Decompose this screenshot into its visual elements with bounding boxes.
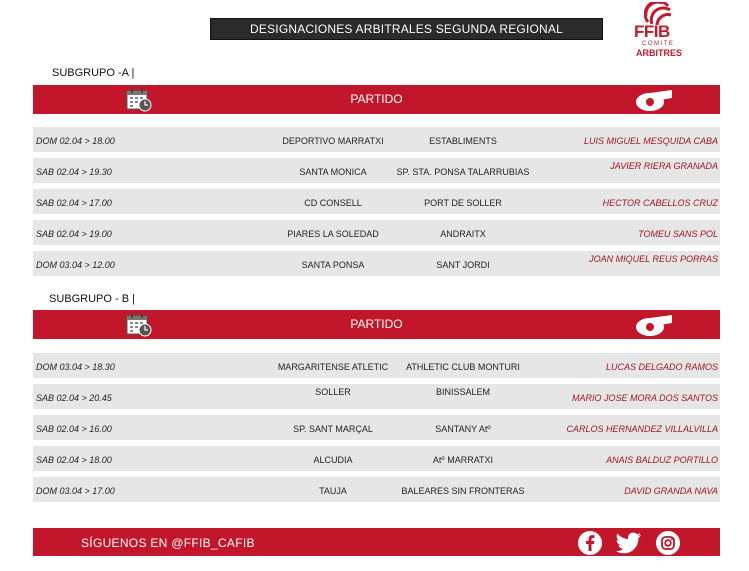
instagram-icon[interactable]	[655, 530, 681, 556]
twitter-icon[interactable]	[613, 530, 643, 556]
home-team: MARGARITENSE ATLETIC	[277, 362, 389, 372]
referee-name: JAVIER RIERA GRANADA	[610, 161, 718, 171]
match-date: DOM 02.04 > 18.00	[36, 136, 115, 146]
match-date: SAB 02.04 > 16.00	[36, 424, 112, 434]
away-team: BALEARES SIN FRONTERAS	[401, 486, 525, 496]
calendar-clock-icon	[125, 312, 153, 338]
table-row	[33, 158, 720, 183]
referee-name: MARIO JOSE MORA DOS SANTOS	[571, 393, 718, 403]
group-b-label: SUBGRUPO - B |	[49, 293, 135, 305]
group-a-label: SUBGRUPO -A |	[52, 67, 135, 79]
group-b-header	[33, 310, 720, 339]
follow-text: SÍGUENOS EN @FFIB_CAFIB	[81, 536, 255, 550]
table-row	[33, 446, 720, 471]
whistle-icon	[632, 313, 674, 337]
away-team: BINISSALEM	[435, 387, 491, 397]
match-date: SAB 02.04 > 17.00	[36, 198, 112, 208]
table-row	[33, 220, 720, 245]
home-team: CD CONSELL	[304, 198, 362, 208]
table-row	[33, 477, 720, 502]
match-date: SAB 02.04 > 18.00	[36, 455, 112, 465]
table-row	[33, 189, 720, 214]
match-date: DOM 03.04 > 18.30	[36, 362, 115, 372]
home-team: SANTA PONSA	[301, 260, 365, 270]
referee-name: LUCAS DELGADO RAMOS	[605, 362, 718, 372]
table-row	[33, 353, 720, 378]
group-a-header-label: PARTIDO	[350, 92, 403, 106]
logo-brand: FFIB	[634, 22, 670, 41]
match-date: DOM 03.04 > 12.00	[36, 260, 115, 270]
referee-name: JOAN MIQUEL REUS PORRAS	[589, 254, 718, 264]
referee-name: DAVID GRANDA NAVA	[624, 486, 718, 496]
ffib-logo	[632, 2, 688, 62]
away-team: PORT DE SOLLER	[424, 198, 502, 208]
away-team: ATHLETIC CLUB MONTURI	[406, 362, 520, 372]
away-team: SP. STA. PONSA TALARRUBIAS	[396, 167, 530, 177]
calendar-clock-icon	[125, 87, 153, 113]
whistle-icon	[632, 88, 674, 112]
home-team: PIARES LA SOLEDAD	[287, 229, 379, 239]
group-a-header	[33, 85, 720, 114]
home-team: ALCUDIA	[313, 455, 353, 465]
home-team: TAUJA	[319, 486, 347, 496]
match-date: SAB 02.04 > 19.00	[36, 229, 112, 239]
footer-bar	[33, 528, 720, 556]
referee-name: LUIS MIGUEL MESQUIDA CABA	[583, 136, 718, 146]
away-team: ANDRAITX	[440, 229, 486, 239]
table-row	[33, 127, 720, 152]
home-team: DEPORTIVO MARRATXI	[282, 136, 384, 146]
away-team: ESTABLIMENTS	[429, 136, 497, 146]
away-team: Atº MARRATXI	[432, 455, 494, 465]
facebook-icon[interactable]	[577, 530, 603, 556]
match-date: SAB 02.04 > 20.45	[36, 393, 112, 403]
away-team: SANT JORDI	[436, 260, 490, 270]
referee-name: ANAIS BALDUZ PORTILLO	[606, 455, 718, 465]
referee-name: CARLOS HERNANDEZ VILLALVILLA	[566, 424, 718, 434]
referee-name: HECTOR CABELLOS CRUZ	[602, 198, 718, 208]
away-team: SANTANY Atº	[435, 424, 491, 434]
logo-arbitres: ARBITRES	[636, 48, 683, 58]
home-team: SOLLER	[315, 387, 351, 397]
referee-name: TOMEU SANS POL	[638, 229, 718, 239]
match-date: DOM 03.04 > 17.00	[36, 486, 115, 496]
group-b-header-label: PARTIDO	[350, 317, 403, 331]
home-team: SP. SANT MARÇAL	[293, 424, 373, 434]
logo-comite: COMITE	[642, 41, 675, 47]
match-date: SAB 02.04 > 19.30	[36, 167, 112, 177]
table-row	[33, 415, 720, 440]
table-row	[33, 251, 720, 276]
table-row	[33, 384, 720, 409]
page-title: DESIGNACIONES ARBITRALES SEGUNDA REGIONAL	[210, 18, 603, 40]
home-team: SANTA MONICA	[299, 167, 367, 177]
